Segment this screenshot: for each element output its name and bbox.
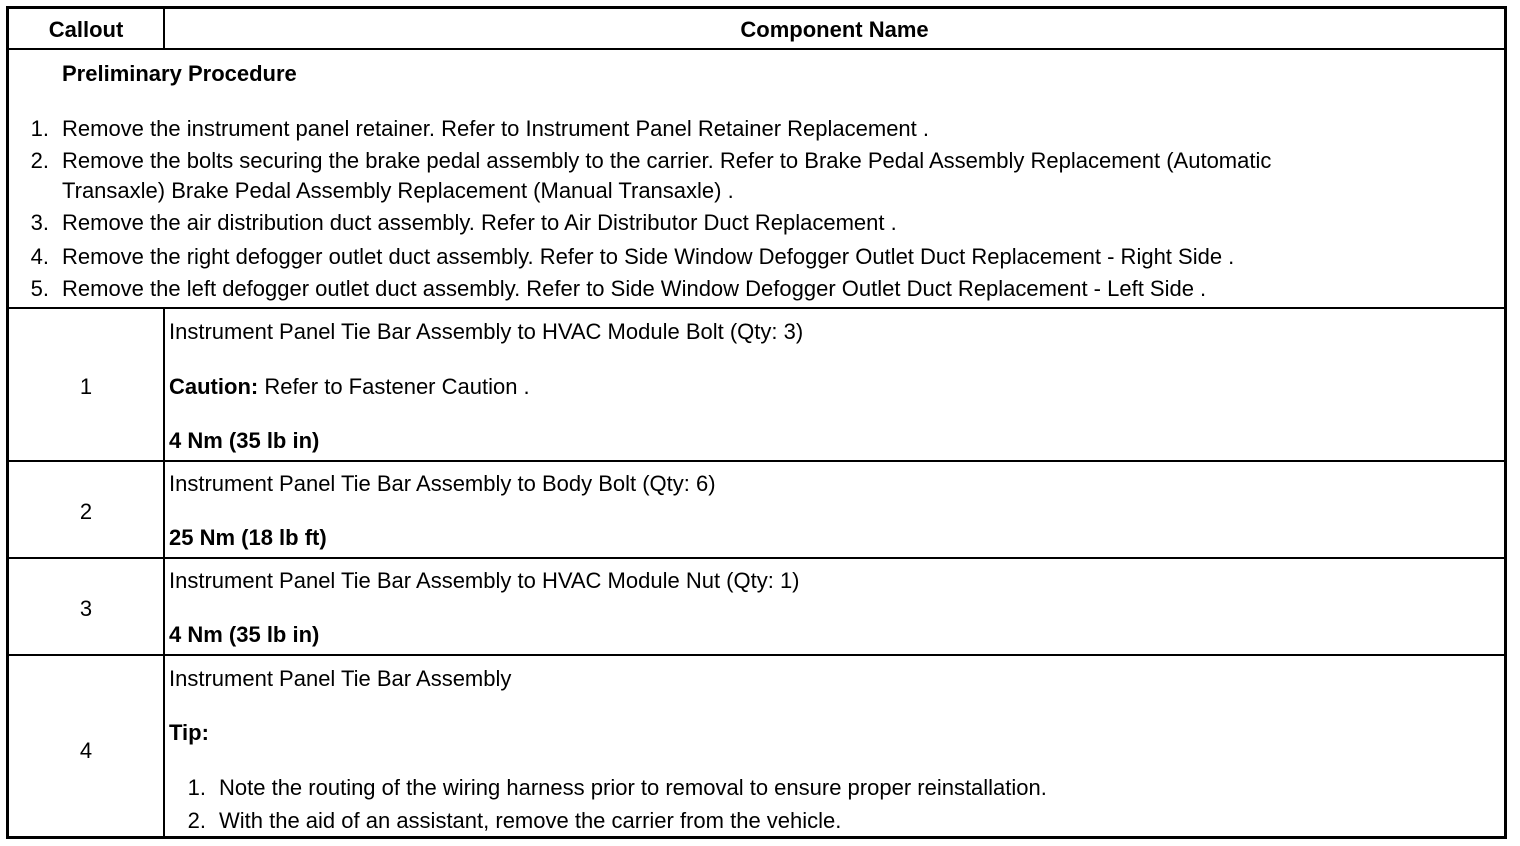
step-text: Remove the instrument panel retainer. Refer to Instrument Panel Retainer Replacement .	[62, 116, 930, 141]
step-number: 5.	[30, 276, 49, 301]
step-number: 1.	[30, 116, 49, 141]
row-divider	[9, 654, 1504, 656]
row-divider	[9, 460, 1504, 462]
step-text-continued: Transaxle) Brake Pedal Assembly Replacement (Manual Transaxle) .	[62, 178, 734, 203]
step-text: Remove the right defogger outlet duct assembly. Refer to Side Window Defogger Outlet Duct Replacement - Right Side .	[62, 244, 1235, 269]
callout-number: 1	[79, 374, 93, 399]
callout-header: Callout	[48, 17, 124, 42]
component-name: Instrument Panel Tie Bar Assembly	[169, 666, 512, 691]
torque-spec: 4 Nm (35 lb in)	[169, 622, 320, 647]
step-text: Remove the air distribution duct assembly. Refer to Air Distributor Duct Replacement .	[62, 210, 897, 235]
caution-label: Caution:	[169, 374, 259, 399]
caution-line	[169, 374, 530, 400]
callout-number: 2	[79, 499, 93, 524]
callout-column-divider	[163, 309, 165, 839]
tip-text: With the aid of an assistant, remove the carrier from the vehicle.	[219, 808, 842, 833]
preliminary-title: Preliminary Procedure	[62, 61, 297, 86]
callout-number: 3	[79, 596, 93, 621]
tip-number: 1.	[187, 775, 206, 800]
caution-text: Refer to Fastener Caution .	[258, 374, 530, 399]
component-name: Instrument Panel Tie Bar Assembly to Body Bolt (Qty: 6)	[169, 471, 716, 496]
header-rule	[9, 48, 1504, 50]
torque-spec: 4 Nm (35 lb in)	[169, 428, 320, 453]
callout-number: 4	[79, 738, 93, 763]
step-number: 2.	[30, 148, 49, 173]
step-text: Remove the bolts securing the brake pedal assembly to the carrier. Refer to Brake Pedal Assembly Replacement (Automatic	[62, 148, 1272, 173]
component-name: Instrument Panel Tie Bar Assembly to HVAC Module Bolt (Qty: 3)	[169, 319, 804, 344]
torque-spec: 25 Nm (18 lb ft)	[169, 525, 327, 550]
row-divider	[9, 557, 1504, 559]
step-number: 3.	[30, 210, 49, 235]
step-number: 4.	[30, 244, 49, 269]
tip-text: Note the routing of the wiring harness prior to removal to ensure proper reinstallation.	[219, 775, 1047, 800]
step-text: Remove the left defogger outlet duct assembly. Refer to Side Window Defogger Outlet Duct Replacement - Left Side .	[62, 276, 1207, 301]
tip-label: Tip:	[169, 720, 209, 745]
component-name: Instrument Panel Tie Bar Assembly to HVAC Module Nut (Qty: 1)	[169, 568, 800, 593]
row-divider	[9, 307, 1504, 309]
component-name-header: Component Name	[740, 17, 929, 42]
procedure-table	[6, 6, 1507, 839]
tip-number: 2.	[187, 808, 206, 833]
